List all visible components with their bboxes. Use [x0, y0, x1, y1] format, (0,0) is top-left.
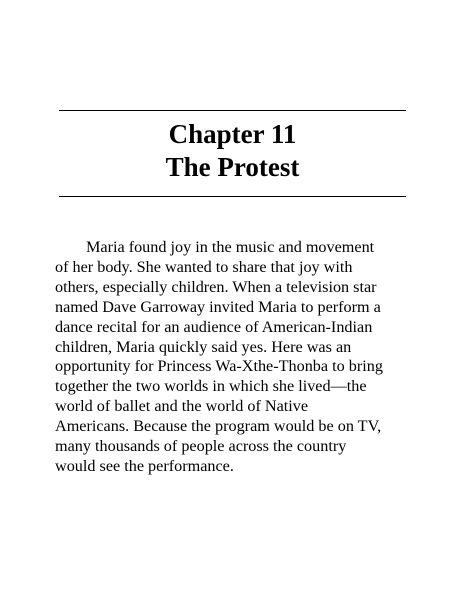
top-divider-rule	[59, 110, 406, 111]
text-line: children, Maria quickly said yes. Here was an	[55, 337, 352, 356]
text-line: Americans. Because the program would be on TV,	[55, 417, 382, 436]
bottom-divider-rule	[59, 196, 406, 197]
text-line: Maria found joy in the music and movement	[86, 238, 375, 256]
text-line: others, especially children. When a television star	[55, 277, 377, 296]
text-line: dance recital for an audience of American-Indian	[55, 317, 373, 336]
body-paragraph	[55, 238, 411, 477]
text-line: opportunity for Princess Wa-Xthe-Thonba to bring	[55, 357, 383, 376]
chapter-heading	[59, 118, 406, 184]
text-line: world of ballet and the world of Native	[55, 397, 309, 416]
chapter-number: Chapter 11	[168, 119, 297, 149]
text-line: named Dave Garroway invited Maria to perform a	[55, 297, 381, 316]
chapter-title: The Protest	[165, 152, 300, 182]
text-line: would see the performance.	[55, 456, 234, 475]
text-line: many thousands of people across the country	[55, 437, 347, 456]
text-line: of her body. She wanted to share that joy with	[55, 257, 353, 276]
text-line: together the two worlds in which she lived—the	[55, 377, 367, 396]
